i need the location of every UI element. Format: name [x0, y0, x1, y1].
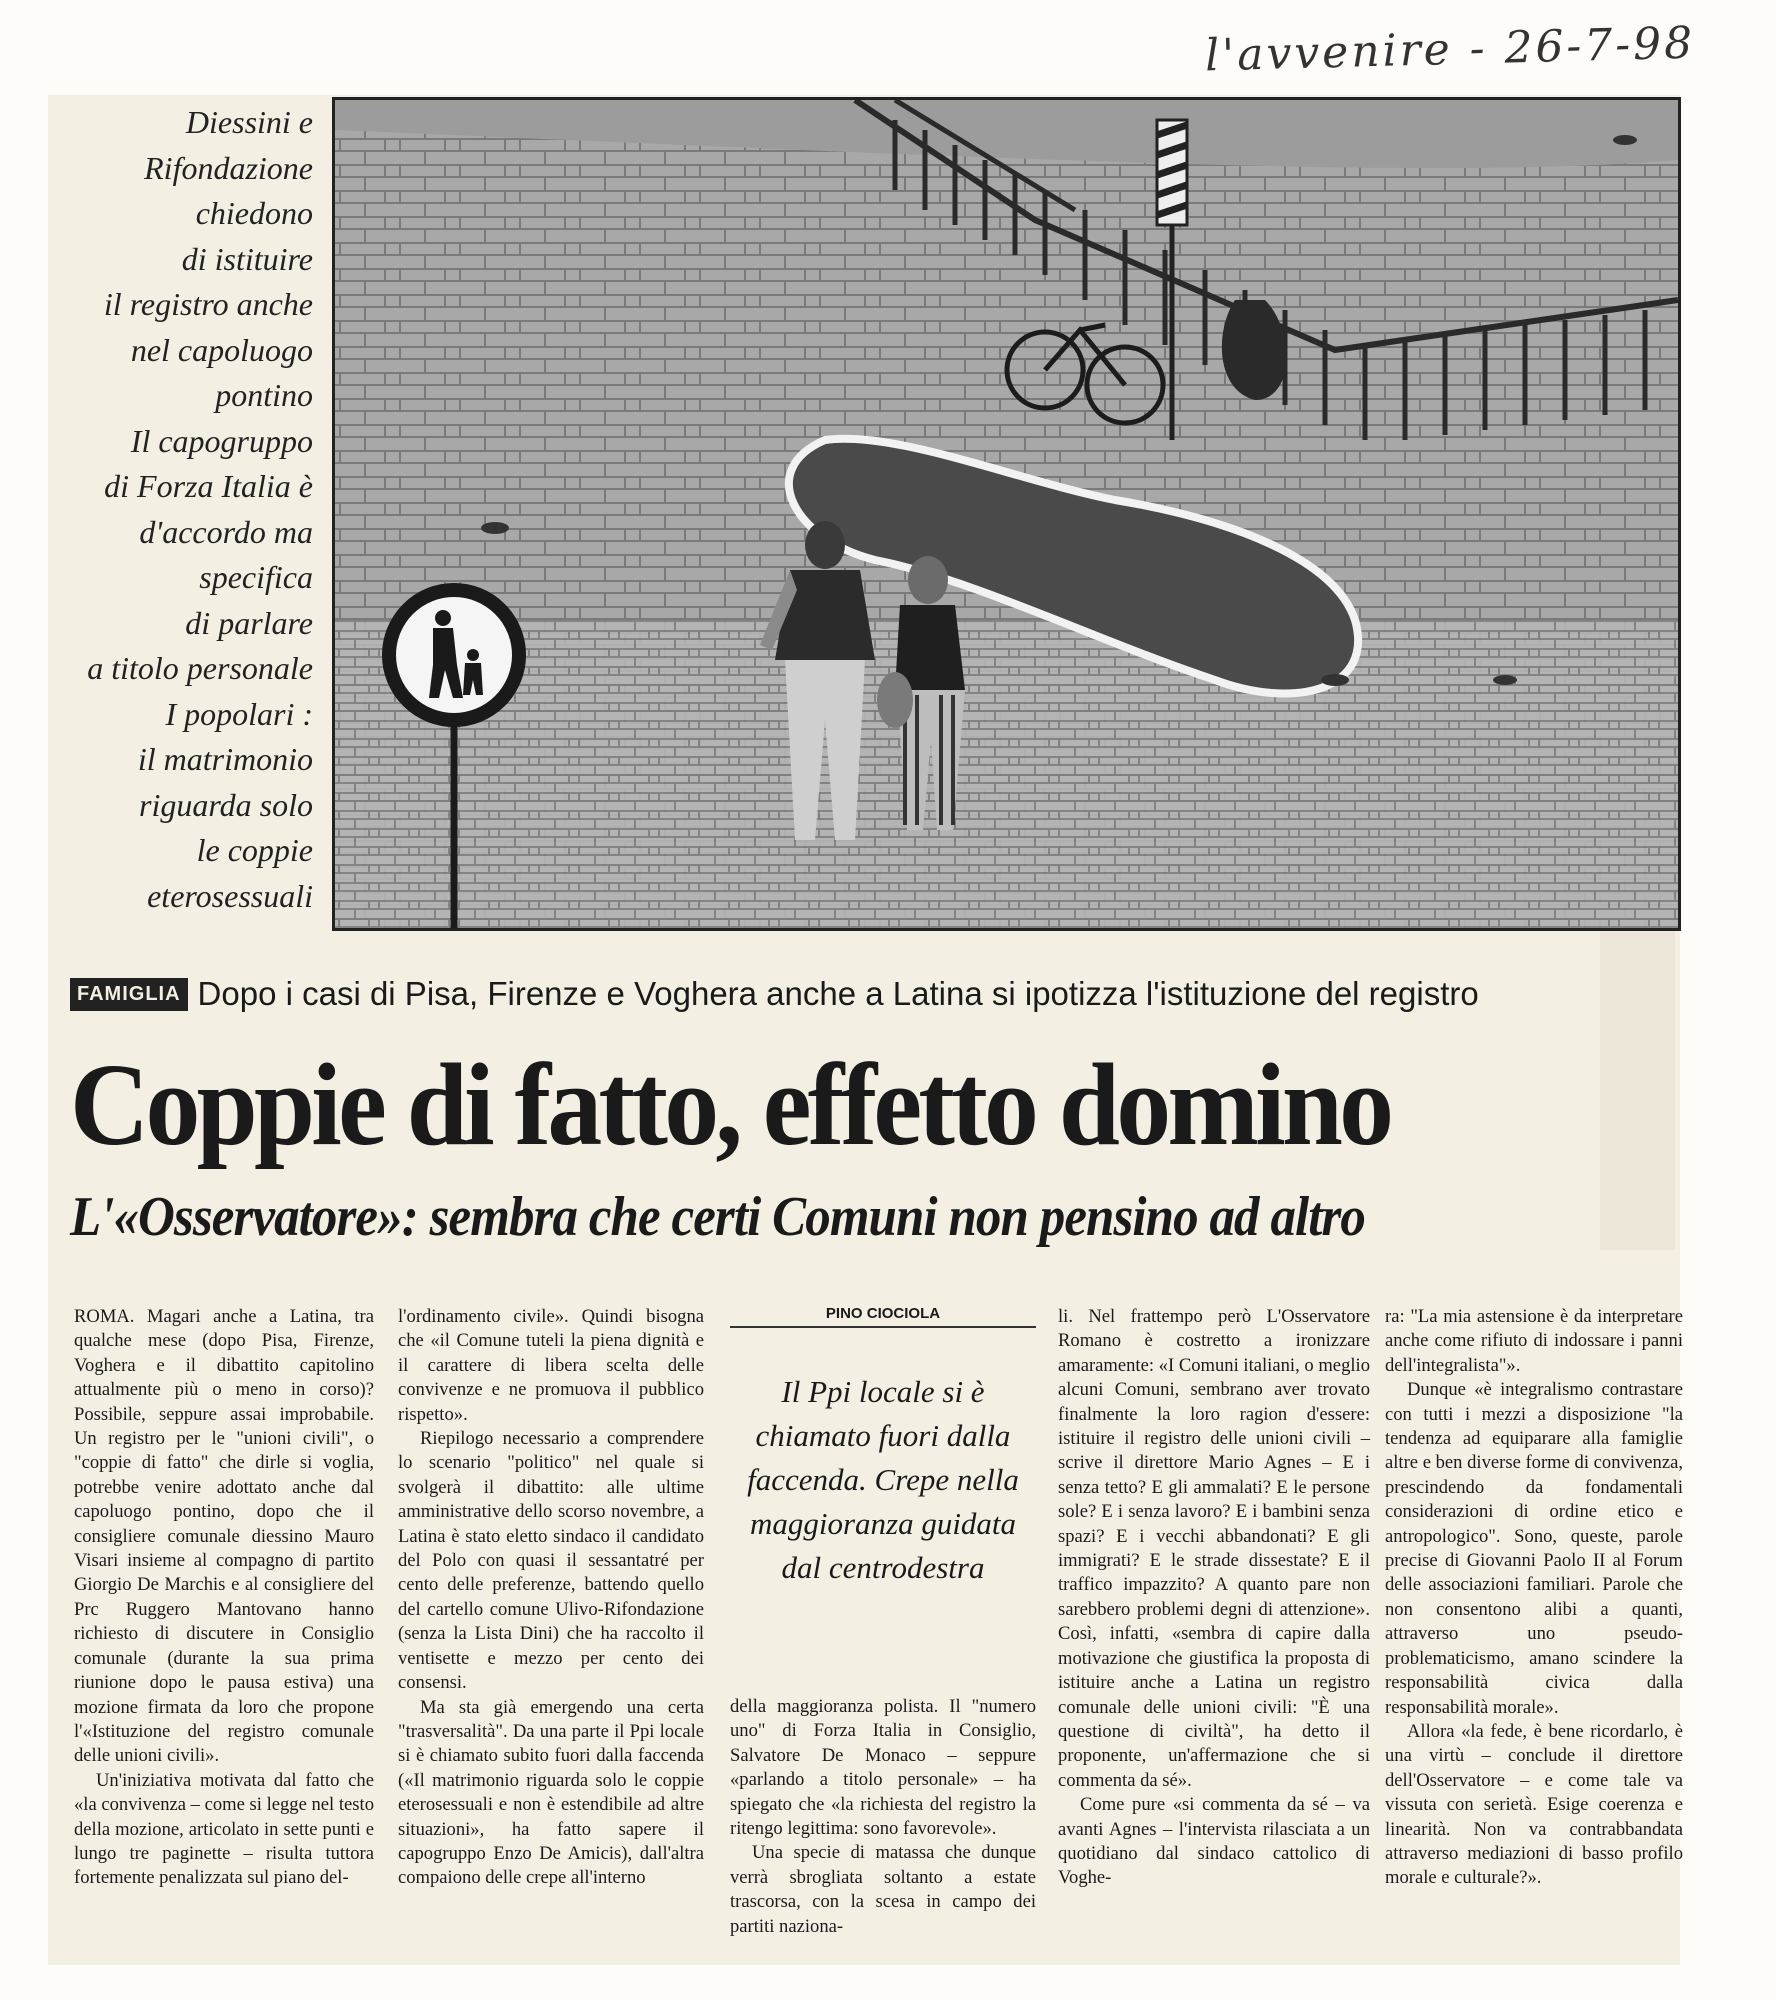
sidebar-line: il matrimonio — [137, 741, 313, 777]
sidebar-line: le coppie — [196, 832, 313, 868]
article-column-3 — [730, 1695, 1036, 1939]
paragraph: l'ordinamento civile». Quindi bisogna che «il Comune tuteli la piena dignità e il carattere di libera scelta delle convivenze e ne promuova il pubblico rispetto». — [398, 1306, 704, 1425]
sidebar-summary — [55, 100, 313, 919]
sidebar-line: pontino — [215, 377, 313, 413]
paragraph: Allora «la fede, è bene ricordarlo, è una virtù – conclude il direttore dell'Osservatore – e come tale va vissuta con serietà. Esige coerenza e linearità. Non va contrabbandata attraverso mediazioni di basso profilo morale e culturale?». — [1385, 1720, 1683, 1889]
pull-quote: Il Ppi locale si è chiamato fuori dalla faccenda. Crepe nella maggioranza guidata dal centrodestra — [747, 1374, 1019, 1585]
sidebar-line: di istituire — [181, 240, 313, 277]
sidebar-line: Rifondazione — [144, 149, 313, 186]
paragraph: Come pure «si commenta da sé – va avanti Agnes – l'intervista rilasciata a un quotidiano dal sindaco cattolico di Voghe- — [1058, 1794, 1370, 1889]
kicker-text: Dopo i casi di Pisa, Firenze e Voghera anche a Latina si ipotizza l'istituzione del registro — [197, 975, 1479, 1012]
sidebar-line: di parlare — [185, 604, 313, 641]
subheadline: L'«Osservatore»: sembra che certi Comuni non pensino ad altro — [70, 1186, 1366, 1248]
handwritten-date-note: l'avvenire - 26-7-98 — [1204, 17, 1696, 82]
sidebar-line: eterosessuali — [147, 877, 313, 914]
author-name: PINO CIOCIOLA — [825, 1305, 941, 1322]
section-tag: FAMIGLIA — [70, 978, 188, 1011]
article-column-2 — [398, 1305, 704, 1891]
article-column-4 — [1058, 1305, 1370, 1891]
sidebar-line: Diessini e — [185, 104, 313, 140]
sidebar-line: d'accordo ma — [139, 513, 313, 550]
paragraph: li. Nel frattempo però L'Osservatore Romano è costretto a ironizzare amaramente: «I Comuni italiani, o meglio alcuni Comuni, sembrano aver trovato finalmente la loro ragion d'essere: istituire il registro delle unioni civili – scrive il direttore Mario Agnes – E i senza tetto? E gli ammalati? E le persone sole? E i senza lavoro? E i bambini senza spazi? E i vecchi abbandonati? E gli immigrati? E le strade dissestate? E il traffico impazzito? A quanto pare non sarebbero problemi degni di attenzione». Così, infatti, «sembra di capire dalla motivazione che giustifica la proposta di istituire anche a Latina un registro comunale delle unioni civili: "È una questione di civiltà", ha detto il proponente, un'affermazione che si commenta da sé». — [1058, 1306, 1370, 1791]
paragraph: Una specie di matassa che dunque verrà sbrogliata soltanto a estate trascorsa, con la scesa in campo dei partiti naziona- — [730, 1842, 1036, 1937]
news-photo-couple-walking — [332, 97, 1681, 931]
paragraph: Ma sta già emergendo una certa "trasversalità". Da una parte il Ppi locale si è chiamato subito fuori dalla faccenda («Il matrimonio riguarda solo le coppie eterosessuali e non è estendibile ad altre situazioni», ha fatto sapere il capogruppo Enzo De Amicis), dall'altra compaiono delle crepe all'interno — [398, 1696, 704, 1889]
byline — [730, 1305, 1036, 1328]
paragraph: ROMA. Magari anche a Latina, tra qualche mese (dopo Pisa, Firenze, Voghera e il dibattito capitolino attualmente più o meno in corso)? Possibile, seppure assai improbabile. Un registro per le "unioni civili", o "coppie di fatto" che dirle si voglia, potrebbe venire adottato anche dal capoluogo pontino, dopo che il consigliere comunale diessino Mauro Visari insieme al compagno di partito Giorgio De Marchis e al consigliere del Prc Ruggero Mantovano hanno richiesto di discutere in Consiglio comunale (durante la sua prima riunione dopo le pausa estiva) una mozione firmata da loro che propone l'«Istituzione del registro comunale delle unioni civili». — [74, 1306, 374, 1767]
sidebar-line: chiedono — [195, 195, 313, 231]
byline-rule — [730, 1326, 1036, 1328]
paragraph: della maggioranza polista. Il "numero uno" di Forza Italia in Consiglio, Salvatore De Monaco – seppure «parlando a titolo personale» – ha spiegato che «la richiesta del registro la ritengo legittima: sono favorevole». — [730, 1696, 1036, 1840]
sidebar-line: il registro anche — [103, 286, 313, 322]
sidebar-line: di Forza Italia è — [104, 468, 313, 504]
sidebar-line: I popolari : — [165, 695, 313, 732]
article-kicker — [70, 975, 1479, 1013]
article-column-5 — [1385, 1305, 1683, 1891]
sidebar-line: Il capogruppo — [130, 422, 313, 459]
paragraph: Un'iniziativa motivata dal fatto che «la convivenza – come si legge nel testo della mozione, articolato in sette punti e lungo tre paginette – risulta tuttora fortemente penalizzata sul piano del- — [74, 1769, 374, 1889]
paragraph: Riepilogo necessario a comprendere lo scenario "politico" nel quale si svolgerà il dibattito: alle ultime amministrative dello scorso novembre, a Latina è stato eletto sindaco il candidato del Polo con quasi il sessantatré per cento delle preferenze, battendo quello del cartello comune Ulivo-Rifondazione (senza la Lista Dini) che ha raccolto il ventisette e mezzo per cento dei consensi. — [398, 1428, 704, 1694]
paragraph: ra: "La mia astensione è da interpretare anche come rifiuto di indossare i panni dell'integralista"». — [1385, 1306, 1683, 1376]
sidebar-line: a titolo personale — [87, 650, 313, 686]
sidebar-line: specifica — [199, 559, 313, 595]
sidebar-line: nel capoluogo — [130, 331, 313, 368]
photo-illustration — [335, 100, 1678, 928]
headline: Coppie di fatto, effetto domino — [70, 1039, 1391, 1170]
paragraph: Dunque «è integralismo contrastare con tutti i mezzi a disposizione "la tendenza ad equiparare alla famiglie altre e ben diverse forme di convivenza, prescindendo da fondamentali considerazioni di ordine etico e antropologico". Sono, queste, parole precise di Giovanni Paolo II al Forum delle associazioni familiari. Parole che non consentono alibi a quanti, attraverso uno pseudo-problematicismo, amano scindere la responsabilità civica dalla responsabilità morale». — [1385, 1379, 1683, 1718]
article-column-1 — [74, 1305, 374, 1891]
sidebar-line: riguarda solo — [139, 786, 313, 823]
